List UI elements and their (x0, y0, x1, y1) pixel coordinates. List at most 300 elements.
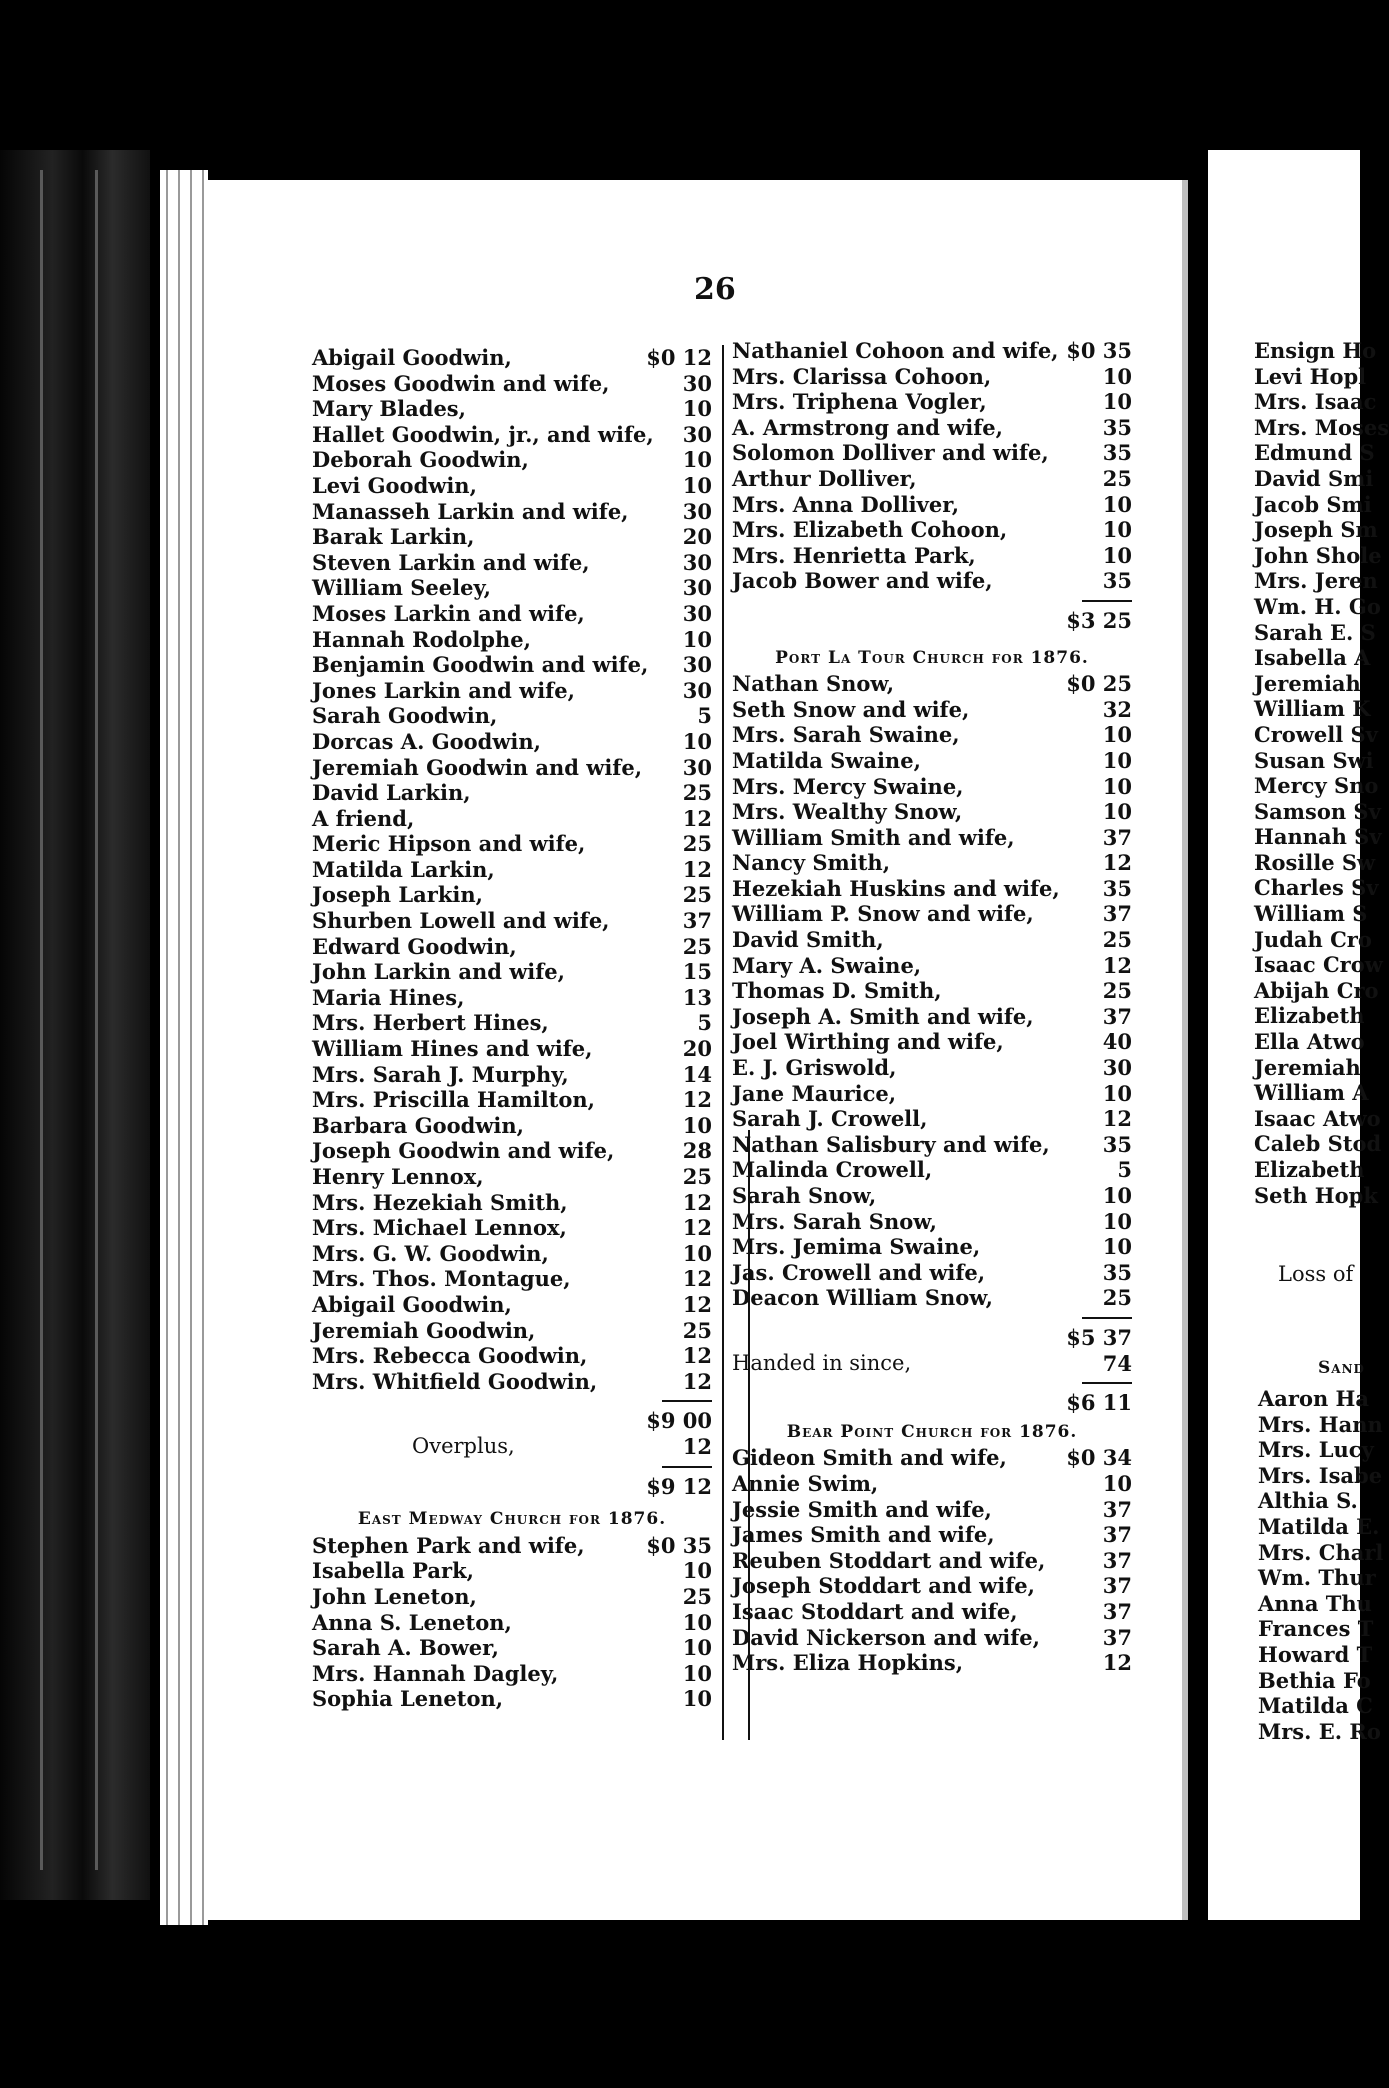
facing-page-entry: Jacob Smi (1254, 491, 1372, 517)
donor-name: Abigail Goodwin, (312, 1291, 512, 1317)
donor-row (312, 550, 712, 576)
donor-name: Mrs. Whitfield Goodwin, (312, 1368, 598, 1394)
subtotal-row (732, 1325, 1132, 1351)
donor-row (312, 1610, 712, 1636)
donor-name: Henry Lennox, (312, 1164, 484, 1189)
total-rule (1082, 1382, 1132, 1384)
donation-amount: 10 (1102, 363, 1132, 389)
donor-name: Sarah Snow, (732, 1183, 877, 1208)
donation-amount: $0 35 (1066, 338, 1132, 363)
donation-amount: 12 (682, 1189, 712, 1215)
overplus-row (312, 1434, 712, 1460)
donor-name: Gideon Smith and wife, (732, 1445, 1007, 1471)
grand-total-amount: $9 12 (646, 1473, 712, 1499)
donor-name: Solomon Dolliver and wife, (732, 440, 1049, 466)
donor-name: E. J. Griswold, (732, 1055, 897, 1081)
donor-name: Matilda Swaine, (732, 747, 921, 773)
donor-row (732, 697, 1132, 723)
section-heading-east-medway: East Medway Church for 1876. (357, 1509, 667, 1530)
donor-name: William Seeley, (312, 575, 491, 601)
facing-page-entry: Anna Thu (1258, 1590, 1372, 1616)
spine-line (95, 170, 98, 1870)
donor-name: Jacob Bower and wife, (732, 568, 993, 594)
donation-amount: 35 (1102, 875, 1132, 901)
donation-amount: $0 25 (1066, 671, 1132, 697)
donor-row (312, 1686, 712, 1712)
donor-name: Sarah J. Crowell, (732, 1106, 928, 1132)
donor-name: Reuben Stoddart and wife, (732, 1547, 1046, 1573)
donation-amount: 12 (682, 856, 712, 882)
donor-row (732, 1599, 1132, 1625)
donor-name: Mrs. Sarah J. Murphy, (312, 1061, 569, 1087)
donation-amount: 25 (682, 1164, 712, 1189)
donor-name: Mrs. Eliza Hopkins, (732, 1650, 964, 1676)
donor-row (312, 345, 712, 371)
handed-in-label: Handed in since, (732, 1350, 912, 1375)
donor-name: David Larkin, (312, 780, 471, 806)
donor-row (732, 1625, 1132, 1651)
donor-row (312, 652, 712, 678)
donor-row (732, 517, 1132, 543)
donor-name: Sophia Leneton, (312, 1686, 504, 1712)
donation-amount: 37 (1102, 1522, 1132, 1548)
facing-page-entry: Edmund S (1254, 440, 1375, 466)
donation-amount: 30 (1102, 1055, 1132, 1081)
donor-row (732, 1497, 1132, 1523)
facing-page-entry: Mrs. Charl (1258, 1539, 1384, 1565)
donor-row (312, 882, 712, 908)
donor-name: Mrs. Jemima Swaine, (732, 1234, 981, 1260)
donor-name: Mrs. Elizabeth Cohoon, (732, 517, 1008, 543)
donation-amount: 10 (682, 1609, 712, 1635)
donor-row (312, 1318, 712, 1344)
donor-row (732, 364, 1132, 390)
donation-amount: 37 (1102, 901, 1132, 927)
subtotal-row (312, 1408, 712, 1434)
donation-amount: 37 (1102, 1573, 1132, 1599)
facing-page-entry: Elizabeth (1254, 1157, 1365, 1182)
facing-page-entry: John Shole (1254, 542, 1382, 568)
donation-amount: 10 (1102, 747, 1132, 773)
donation-amount: 10 (1102, 1183, 1132, 1208)
facing-page-entry: Samson Sv (1254, 798, 1381, 824)
donor-row (312, 601, 712, 627)
section-heading-bear-point: Bear Point Church for 1876. (786, 1421, 1078, 1442)
subtotal-amount: $3 25 (1066, 607, 1132, 633)
donation-amount: 20 (682, 524, 712, 550)
facing-page (1208, 150, 1389, 1920)
donor-row (312, 447, 712, 473)
donation-amount: $0 12 (646, 345, 712, 370)
donor-name: Nathan Snow, (732, 671, 895, 697)
donor-row (312, 1292, 712, 1318)
donor-name: Hannah Rodolphe, (312, 626, 531, 652)
donation-amount: 25 (1102, 1285, 1132, 1311)
page-edges (160, 170, 208, 1925)
donor-name: Joseph Larkin, (312, 882, 483, 908)
donation-amount: 12 (1102, 850, 1132, 876)
donor-row (732, 543, 1132, 569)
donor-name: Deacon William Snow, (732, 1285, 993, 1311)
donor-name: A. Armstrong and wife, (732, 414, 1003, 440)
donor-list-bear-point (732, 1445, 1132, 1675)
donation-amount: 37 (1102, 1598, 1132, 1624)
donation-amount: 10 (682, 728, 712, 754)
donor-name: Levi Goodwin, (312, 472, 477, 498)
donor-row (312, 1343, 712, 1369)
donation-amount: 12 (682, 1291, 712, 1317)
donor-name: Arthur Dolliver, (732, 465, 917, 491)
donor-name: Benjamin Goodwin and wife, (312, 652, 649, 678)
donor-name: Deborah Goodwin, (312, 447, 529, 473)
donor-name: Nancy Smith, (732, 850, 891, 876)
donation-amount: 15 (682, 959, 712, 985)
grand-total-row (312, 1474, 712, 1500)
donor-row (732, 774, 1132, 800)
donor-name: Jones Larkin and wife, (312, 677, 575, 703)
donor-row (732, 748, 1132, 774)
donation-amount: 37 (1102, 824, 1132, 850)
donor-row (732, 1157, 1132, 1183)
donation-amount: 5 (1117, 1157, 1132, 1183)
column-1 (312, 345, 712, 1712)
donation-amount: 12 (1102, 952, 1132, 978)
donor-row (732, 901, 1132, 927)
donor-row (732, 1132, 1132, 1158)
donor-row (312, 1164, 712, 1190)
donor-row (732, 1548, 1132, 1574)
donation-amount: 10 (1102, 1470, 1132, 1496)
donation-amount: 25 (682, 882, 712, 908)
donor-row (312, 396, 712, 422)
donor-row (312, 499, 712, 525)
donor-row (732, 389, 1132, 415)
donor-row (732, 850, 1132, 876)
donation-amount: 10 (682, 447, 712, 473)
donation-amount: 25 (1102, 927, 1132, 953)
donor-name: Seth Snow and wife, (732, 696, 970, 722)
donor-row (732, 978, 1132, 1004)
total-row (732, 1390, 1132, 1416)
page-number: 26 (694, 272, 736, 307)
donation-amount: 25 (682, 933, 712, 959)
donor-row (312, 678, 712, 704)
facing-page-entry: Isaac Atwo (1254, 1105, 1381, 1131)
donation-amount: 10 (1102, 491, 1132, 517)
donation-amount: 28 (682, 1138, 712, 1164)
donor-name: John Larkin and wife, (312, 959, 565, 985)
donor-name: Mary Blades, (312, 396, 466, 422)
donation-amount: $0 34 (1066, 1445, 1132, 1471)
donation-amount: 25 (682, 780, 712, 806)
donor-row (732, 1106, 1132, 1132)
donation-amount: 5 (697, 703, 712, 729)
facing-page-entry: Mercy Sno (1254, 773, 1379, 799)
facing-page-entry: Ella Atwo (1254, 1029, 1365, 1055)
donation-amount: 12 (1102, 1106, 1132, 1132)
donor-name: Joseph Stoddart and wife, (732, 1573, 1035, 1599)
facing-page-entry: Mrs. Hann (1258, 1411, 1383, 1437)
facing-page-entry: Mrs. Jeren (1254, 568, 1378, 594)
column-2 (732, 338, 1132, 1676)
donor-name: William P. Snow and wife, (732, 901, 1034, 927)
spine-line (40, 170, 43, 1870)
donor-row (732, 440, 1132, 466)
donation-amount: 12 (682, 1215, 712, 1241)
donor-name: Manasseh Larkin and wife, (312, 498, 629, 524)
donor-row (312, 1584, 712, 1610)
facing-page-entry: Wm. Thur (1258, 1565, 1376, 1591)
donation-amount: 12 (682, 1087, 712, 1113)
donor-row (732, 1471, 1132, 1497)
donor-row (312, 831, 712, 857)
total-rule (662, 1466, 712, 1468)
donation-amount: 10 (1102, 1080, 1132, 1106)
donor-row (732, 1081, 1132, 1107)
donor-row (732, 825, 1132, 851)
donation-amount: 35 (1102, 414, 1132, 440)
donor-name: David Nickerson and wife, (732, 1624, 1040, 1650)
column-divider (722, 345, 724, 1740)
donor-name: Mary A. Swaine, (732, 952, 922, 978)
facing-page-entry: William S (1254, 901, 1368, 927)
facing-page-entry: Aaron Ha (1258, 1386, 1369, 1411)
facing-page-entry: Mrs. E. Ro (1258, 1718, 1381, 1744)
donation-amount: 13 (682, 984, 712, 1010)
subtotal-row (732, 608, 1132, 634)
donor-row (312, 780, 712, 806)
facing-page-entry: Althia S. (1258, 1488, 1358, 1514)
donation-amount: 12 (682, 1343, 712, 1369)
donor-name: Barbara Goodwin, (312, 1112, 524, 1138)
donation-amount: 10 (1102, 517, 1132, 543)
donor-row (312, 959, 712, 985)
donation-amount: 12 (682, 1368, 712, 1394)
facing-page-entry: Elizabeth (1254, 1003, 1365, 1029)
donor-row (312, 729, 712, 755)
donor-name: Moses Goodwin and wife, (312, 370, 610, 396)
donor-row (732, 1650, 1132, 1676)
donor-row (312, 1661, 712, 1687)
donor-row (732, 568, 1132, 594)
donation-amount: 10 (682, 1240, 712, 1266)
donor-name: Anna S. Leneton, (312, 1609, 512, 1635)
donor-name: Barak Larkin, (312, 524, 475, 550)
donor-row (312, 857, 712, 883)
facing-page-entry: Sarah E. S (1254, 619, 1376, 645)
donor-name: Mrs. Wealthy Snow, (732, 799, 963, 825)
donor-row (732, 1573, 1132, 1599)
donation-amount: 10 (1102, 1208, 1132, 1234)
facing-page-entry: Judah Cro (1254, 926, 1372, 952)
donor-row (732, 1055, 1132, 1081)
facing-page-entry: Jeremiah (1254, 1054, 1361, 1080)
donor-row (312, 524, 712, 550)
donor-name: Mrs. Rebecca Goodwin, (312, 1343, 588, 1369)
facing-page-entry: Levi Hopl (1254, 363, 1367, 389)
donor-name: Jessie Smith and wife, (732, 1496, 992, 1522)
donation-amount: 10 (682, 472, 712, 498)
donor-name: Dorcas A. Goodwin, (312, 728, 541, 754)
donation-amount: 10 (1102, 799, 1132, 825)
donor-name: Mrs. Clarissa Cohoon, (732, 363, 992, 389)
donor-name: Steven Larkin and wife, (312, 549, 590, 575)
facing-page-entry: Bethia Fo (1258, 1667, 1371, 1693)
donor-name: Mrs. Mercy Swaine, (732, 773, 964, 799)
donation-amount: 10 (682, 1635, 712, 1661)
facing-page-entry: Frances T (1258, 1616, 1374, 1642)
donor-row (312, 1241, 712, 1267)
facing-page-entry: Seth Hopk (1254, 1182, 1378, 1208)
facing-page-entry: Mrs. Lucy (1258, 1437, 1374, 1463)
donation-amount: 5 (697, 1010, 712, 1036)
donor-row (312, 703, 712, 729)
donation-amount: 12 (682, 1266, 712, 1292)
donor-name: Mrs. Sarah Swaine, (732, 722, 960, 748)
donor-name: Jane Maurice, (732, 1080, 897, 1106)
donor-name: Mrs. Sarah Snow, (732, 1208, 937, 1234)
donor-list-1 (312, 345, 712, 1394)
donor-name: A friend, (312, 805, 415, 831)
donor-row (312, 371, 712, 397)
facing-page-entry: Abijah Cro (1254, 977, 1379, 1003)
donor-name: James Smith and wife, (732, 1522, 995, 1548)
facing-page-entry: Isabella A (1254, 645, 1371, 671)
donor-row (312, 806, 712, 832)
donation-amount: 30 (682, 549, 712, 575)
donor-name: Mrs. Thos. Montague, (312, 1266, 571, 1292)
donor-name: Mrs. Michael Lennox, (312, 1215, 567, 1241)
donor-name: Matilda Larkin, (312, 856, 495, 882)
facing-page-entry: Jeremiah (1254, 670, 1361, 696)
book-spine (0, 150, 150, 1900)
donation-amount: 10 (682, 1112, 712, 1138)
donation-amount: 14 (682, 1061, 712, 1087)
donation-amount: 12 (1102, 1650, 1132, 1676)
donor-name: Sarah A. Bower, (312, 1635, 499, 1661)
donation-amount: 10 (1102, 542, 1132, 568)
donor-row (312, 985, 712, 1011)
donor-row (732, 671, 1132, 697)
donor-row (312, 1215, 712, 1241)
facing-page-entry: Ensign Ho (1254, 338, 1377, 363)
donation-amount: 20 (682, 1036, 712, 1062)
donation-amount: 37 (682, 908, 712, 934)
donor-row (312, 908, 712, 934)
donor-name: Mrs. Herbert Hines, (312, 1010, 549, 1036)
donor-row (312, 473, 712, 499)
facing-page-entry: Wm. H. Go (1254, 593, 1381, 619)
donor-name: Hallet Goodwin, jr., and wife, (312, 421, 654, 447)
donation-amount: 25 (1102, 465, 1132, 491)
donation-amount: 10 (682, 1686, 712, 1712)
donor-name: Meric Hipson and wife, (312, 831, 586, 857)
donor-name: Mrs. G. W. Goodwin, (312, 1240, 549, 1266)
donor-row (312, 755, 712, 781)
donor-name: Moses Larkin and wife, (312, 600, 585, 626)
donor-row (732, 415, 1132, 441)
donor-name: David Smith, (732, 927, 884, 953)
donor-name: Nathaniel Cohoon and wife, (732, 338, 1059, 363)
facing-page-entry: Matilda E. (1258, 1513, 1380, 1539)
facing-page-list-top (1254, 338, 1389, 1208)
donor-row (732, 466, 1132, 492)
donor-name: John Leneton, (312, 1583, 477, 1609)
donor-name: Sarah Goodwin, (312, 703, 498, 729)
donation-amount: 12 (682, 805, 712, 831)
donor-name: Isabella Park, (312, 1558, 474, 1584)
donor-name: Shurben Lowell and wife, (312, 908, 610, 934)
donation-amount: 10 (682, 626, 712, 652)
facing-page-entry: Charles Sv (1254, 875, 1379, 901)
donor-name: Joseph A. Smith and wife, (732, 1003, 1034, 1029)
facing-page-entry: Crowell Sv (1254, 721, 1378, 747)
donor-name: Mrs. Hannah Dagley, (312, 1660, 559, 1686)
facing-page-list-bottom (1258, 1386, 1383, 1744)
donation-amount: 30 (682, 600, 712, 626)
donor-row (732, 1183, 1132, 1209)
donor-row (312, 1369, 712, 1395)
total-rule (1082, 1317, 1132, 1319)
handed-in-amount: 74 (1102, 1350, 1132, 1376)
donation-amount: 37 (1102, 1624, 1132, 1650)
donor-row (732, 876, 1132, 902)
donor-name: Mrs. Priscilla Hamilton, (312, 1087, 595, 1113)
handed-in-row (732, 1351, 1132, 1377)
total-rule (662, 1400, 712, 1402)
donation-amount: 30 (682, 498, 712, 524)
facing-page-entry: Mrs. Moses (1254, 414, 1389, 440)
donation-amount: 37 (1102, 1496, 1132, 1522)
donation-amount: 10 (682, 1558, 712, 1584)
donation-amount: 10 (682, 396, 712, 422)
facing-page-entry: Susan Swi (1254, 747, 1374, 773)
donor-row (732, 492, 1132, 518)
donor-row (312, 627, 712, 653)
donor-name: Malinda Crowell, (732, 1157, 933, 1183)
total-amount: $6 11 (1066, 1390, 1132, 1416)
donation-amount: 25 (682, 831, 712, 857)
donor-row (732, 1285, 1132, 1311)
donation-amount: $0 35 (646, 1532, 712, 1558)
donation-amount: 35 (1102, 1259, 1132, 1285)
donor-name: Jeremiah Goodwin, (312, 1317, 536, 1343)
donation-amount: 10 (1102, 773, 1132, 799)
section-heading-port-la-tour: Port La Tour Church for 1876. (775, 647, 1089, 668)
donor-row (312, 1533, 712, 1559)
facing-page-entry: William K (1254, 696, 1371, 722)
donor-list-port-la-tour (732, 671, 1132, 1311)
facing-page-entry: Mrs. Isabe (1258, 1462, 1383, 1488)
donor-row (312, 1113, 712, 1139)
donor-row (312, 575, 712, 601)
donor-name: William Hines and wife, (312, 1036, 593, 1062)
donor-row (732, 1004, 1132, 1030)
donor-row (732, 799, 1132, 825)
donation-amount: 30 (682, 754, 712, 780)
donation-amount: 30 (682, 575, 712, 601)
donor-name: William Smith and wife, (732, 824, 1015, 850)
donation-amount: 10 (682, 1660, 712, 1686)
donor-row (732, 953, 1132, 979)
donor-name: Abigail Goodwin, (312, 345, 512, 370)
donor-list-east-medway (312, 1533, 712, 1712)
donation-amount: 10 (1102, 1234, 1132, 1260)
donation-amount: 30 (682, 677, 712, 703)
page-gutter (1188, 130, 1208, 1920)
overplus-amount: 12 (682, 1433, 712, 1459)
donor-name: Nathan Salisbury and wife, (732, 1131, 1050, 1157)
